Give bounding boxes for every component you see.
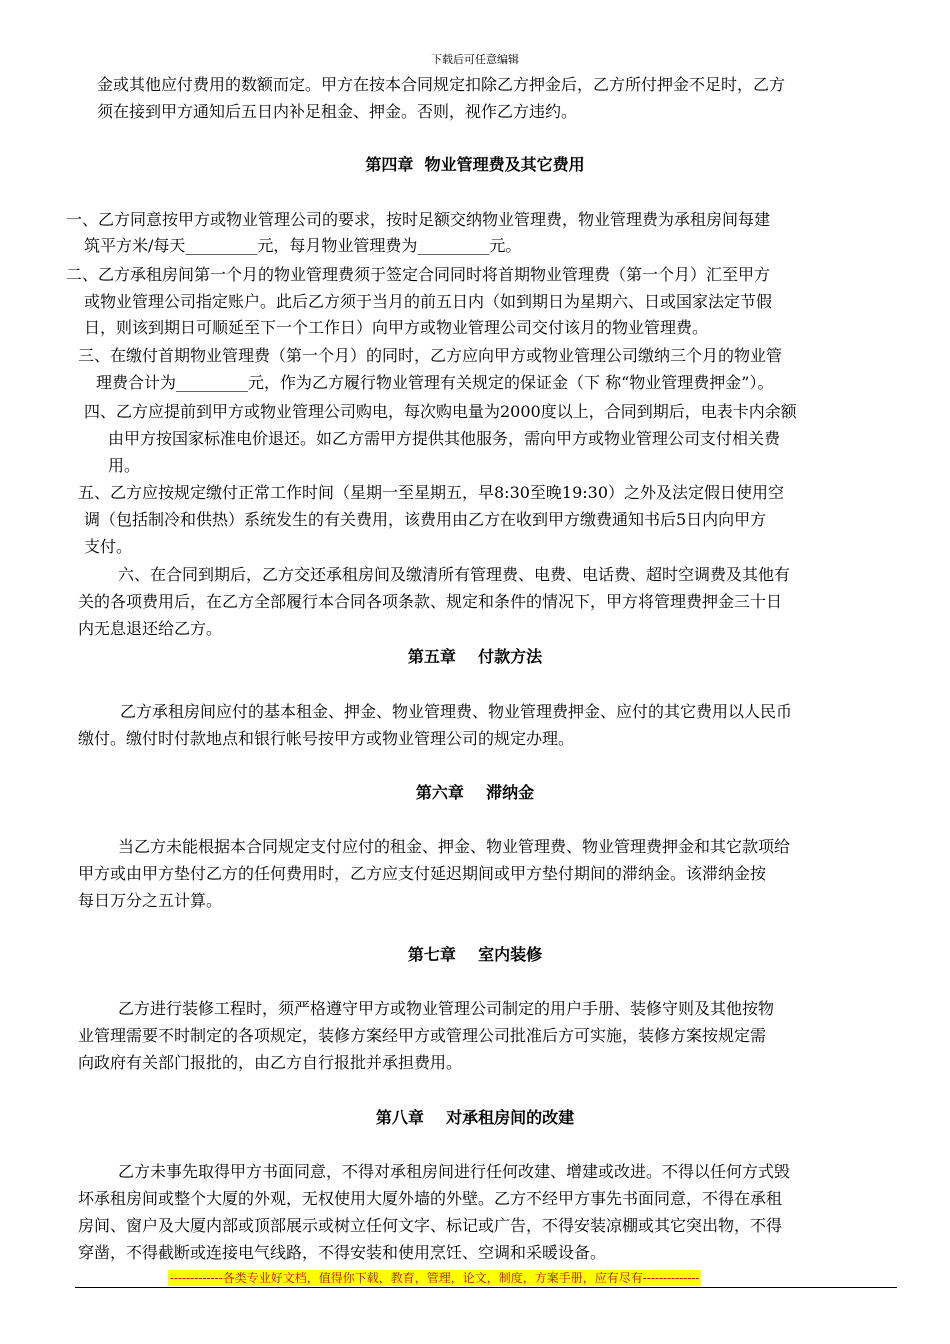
clause-line: 一、乙方同意按甲方或物业管理公司的要求，按时足额交纳物业管理费，物业管理费为承租房间每建 bbox=[66, 210, 771, 229]
body-line: 每日万分之五计算。 bbox=[78, 891, 223, 910]
body-line: 当乙方未能根据本合同规定支付应付的租金、押金、物业管理费、物业管理费押金和其它款项给 bbox=[118, 837, 791, 856]
body-line: 业管理需要不时制定的各项规定，装修方案经甲方或管理公司批准后方可实施，装修方案按规定需 bbox=[78, 1026, 767, 1045]
chapter-8-title: 第八章 对承租房间的改建 bbox=[375, 1108, 575, 1127]
clause-line: 理费合计为_________元，作为乙方履行物业管理有关规定的保证金（下 称“物业管理费押金”）。 bbox=[96, 373, 774, 392]
body-line: 须在接到甲方通知后五日内补足租金、押金。否则，视作乙方违约。 bbox=[97, 102, 578, 121]
body-line: 乙方未事先取得甲方书面同意，不得对承租房间进行任何改建、增建或改进。不得以任何方式毁 bbox=[118, 1162, 791, 1181]
footer-banner: -------------各类专业好文档，值得你下载，教育，管理，论文，制度，方案手册，应有尽有-------------- bbox=[170, 1271, 700, 1285]
clause-line: 调（包括制冷和供热）系统发生的有关费用，该费用由乙方在收到甲方缴费通知书后5日内向甲方 bbox=[84, 510, 767, 529]
body-line: 乙方承租房间应付的基本租金、押金、物业管理费、物业管理费押金、应付的其它费用以人民币 bbox=[120, 702, 793, 721]
body-line: 甲方或由甲方垫付乙方的任何费用时，乙方应支付延迟期间或甲方垫付期间的滞纳金。该滞纳金按 bbox=[78, 864, 767, 883]
chapter-4-title: 第四章 物业管理费及其它费用 bbox=[365, 155, 585, 174]
clause-line: 三、在缴付首期物业管理费（第一个月）的同时，乙方应向甲方或物业管理公司缴纳三个月的物业管 bbox=[78, 346, 783, 365]
body-line: 向政府有关部门报批的，由乙方自行报批并承担费用。 bbox=[78, 1053, 463, 1072]
clause-line: 四、乙方应提前到甲方或物业管理公司购电，每次购电量为2000度以上，合同到期后，电表卡内余额 bbox=[84, 402, 797, 421]
chapter-7-title: 第七章 室内装修 bbox=[407, 945, 543, 964]
clause-line: 内无息退还给乙方。 bbox=[78, 619, 223, 638]
clause-line: 六、在合同到期后，乙方交还承租房间及缴清所有管理费、电费、电话费、超时空调费及其他有 bbox=[118, 565, 791, 584]
body-line: 缴付。缴付时付款地点和银行帐号按甲方或物业管理公司的规定办理。 bbox=[78, 729, 575, 748]
clause-line: 由甲方按国家标准电价退还。如乙方需甲方提供其他服务，需向甲方或物业管理公司支付相关费 bbox=[108, 429, 781, 448]
clause-line: 关的各项费用后，在乙方全部履行本合同各项条款、规定和条件的情况下，甲方将管理费押金三十日 bbox=[78, 592, 783, 611]
footer-rule bbox=[75, 1287, 897, 1288]
chapter-5-title: 第五章 付款方法 bbox=[407, 647, 543, 666]
body-line: 乙方进行装修工程时，须严格遵守甲方或物业管理公司制定的用户手册、装修守则及其他按物 bbox=[118, 999, 775, 1018]
body-line: 穿凿，不得截断或连接电气线路，不得安装和使用烹饪、空调和采暖设备。 bbox=[78, 1243, 607, 1262]
clause-line: 筑平方米/每天_________元，每月物业管理费为_________元。 bbox=[84, 236, 522, 255]
clause-line: 二、乙方承租房间第一个月的物业管理费须于签定合同同时将首期物业管理费（第一个月）汇至甲方 bbox=[66, 265, 771, 284]
clause-line: 用。 bbox=[108, 456, 141, 475]
clause-line: 日，则该到期日可顺延至下一个工作日）向甲方或物业管理公司交付该月的物业管理费。 bbox=[84, 318, 709, 337]
clause-line: 支付。 bbox=[84, 537, 133, 556]
body-line: 金或其他应付费用的数额而定。甲方在按本合同规定扣除乙方押金后，乙方所付押金不足时，乙方 bbox=[97, 75, 786, 94]
chapter-6-title: 第六章 滞纳金 bbox=[415, 783, 535, 802]
clause-line: 或物业管理公司指定账户。此后乙方须于当月的前五日内（如到期日为星期六、日或国家法定节假 bbox=[84, 292, 773, 311]
body-line: 房间、窗户及大厦内部或顶部展示或树立任何文字、标记或广告，不得安装凉棚或其它突出物，不得 bbox=[78, 1216, 783, 1235]
page-header: 下载后可任意编辑 bbox=[431, 53, 519, 66]
body-line: 坏承租房间或整个大厦的外观，无权使用大厦外墙的外壁。乙方不经甲方事先书面同意，不得在承租 bbox=[78, 1189, 783, 1208]
clause-line: 五、乙方应按规定缴付正常工作时间（星期一至星期五，早8:30至晚19:30）之外及法定假日使用空 bbox=[78, 483, 785, 502]
